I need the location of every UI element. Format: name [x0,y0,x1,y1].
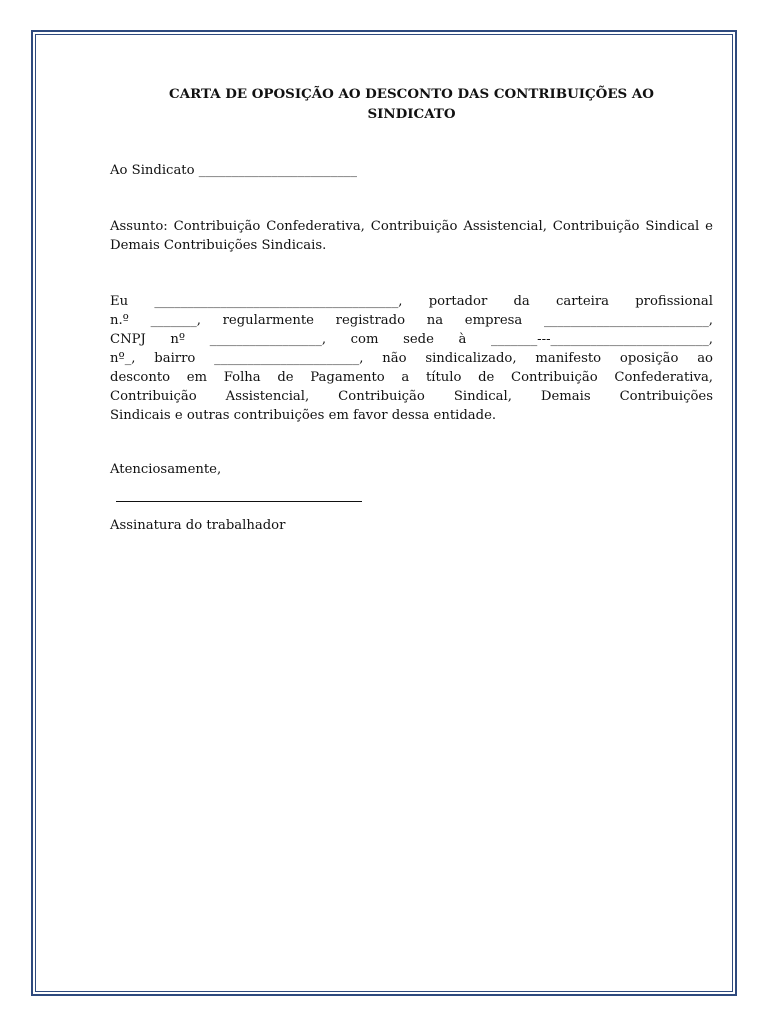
signature-label: Assinatura do trabalhador [110,518,286,533]
body-paragraph [110,292,713,425]
letter-title: CARTA DE OPOSIÇÃO AO DESCONTO DAS CONTRIBUIÇÕES AO SINDICATO [169,86,654,122]
body-line: Contribuição Assistencial, Contribuição Sindical, Demais Contribuições [110,389,713,404]
closing-text: Atenciosamente, [110,462,222,477]
body-line: Eu _____________________________________, portador da carteira profissional [110,294,713,309]
signature-line [116,501,362,502]
subject-paragraph: Assunto: Contribuição Confederativa, Contribuição Assistencial, Contribuição Sindical e Demais Contribuições Sindicais. [110,219,713,253]
letter-content [110,84,713,533]
body-line: desconto em Folha de Pagamento a título de Contribuição Confederativa, [110,370,713,385]
body-line: Sindicais e outras contribuições em favor dessa entidade. [110,408,497,423]
body-line: nº_, bairro ______________________, não sindicalizado, manifesto oposição ao [110,351,713,366]
body-line: n.º _______, regularmente registrado na empresa _________________________, [110,313,713,328]
addressee-line: Ao Sindicato ________________________ [110,163,357,178]
body-line: CNPJ nº _________________, com sede à _______---________________________, [110,332,713,347]
